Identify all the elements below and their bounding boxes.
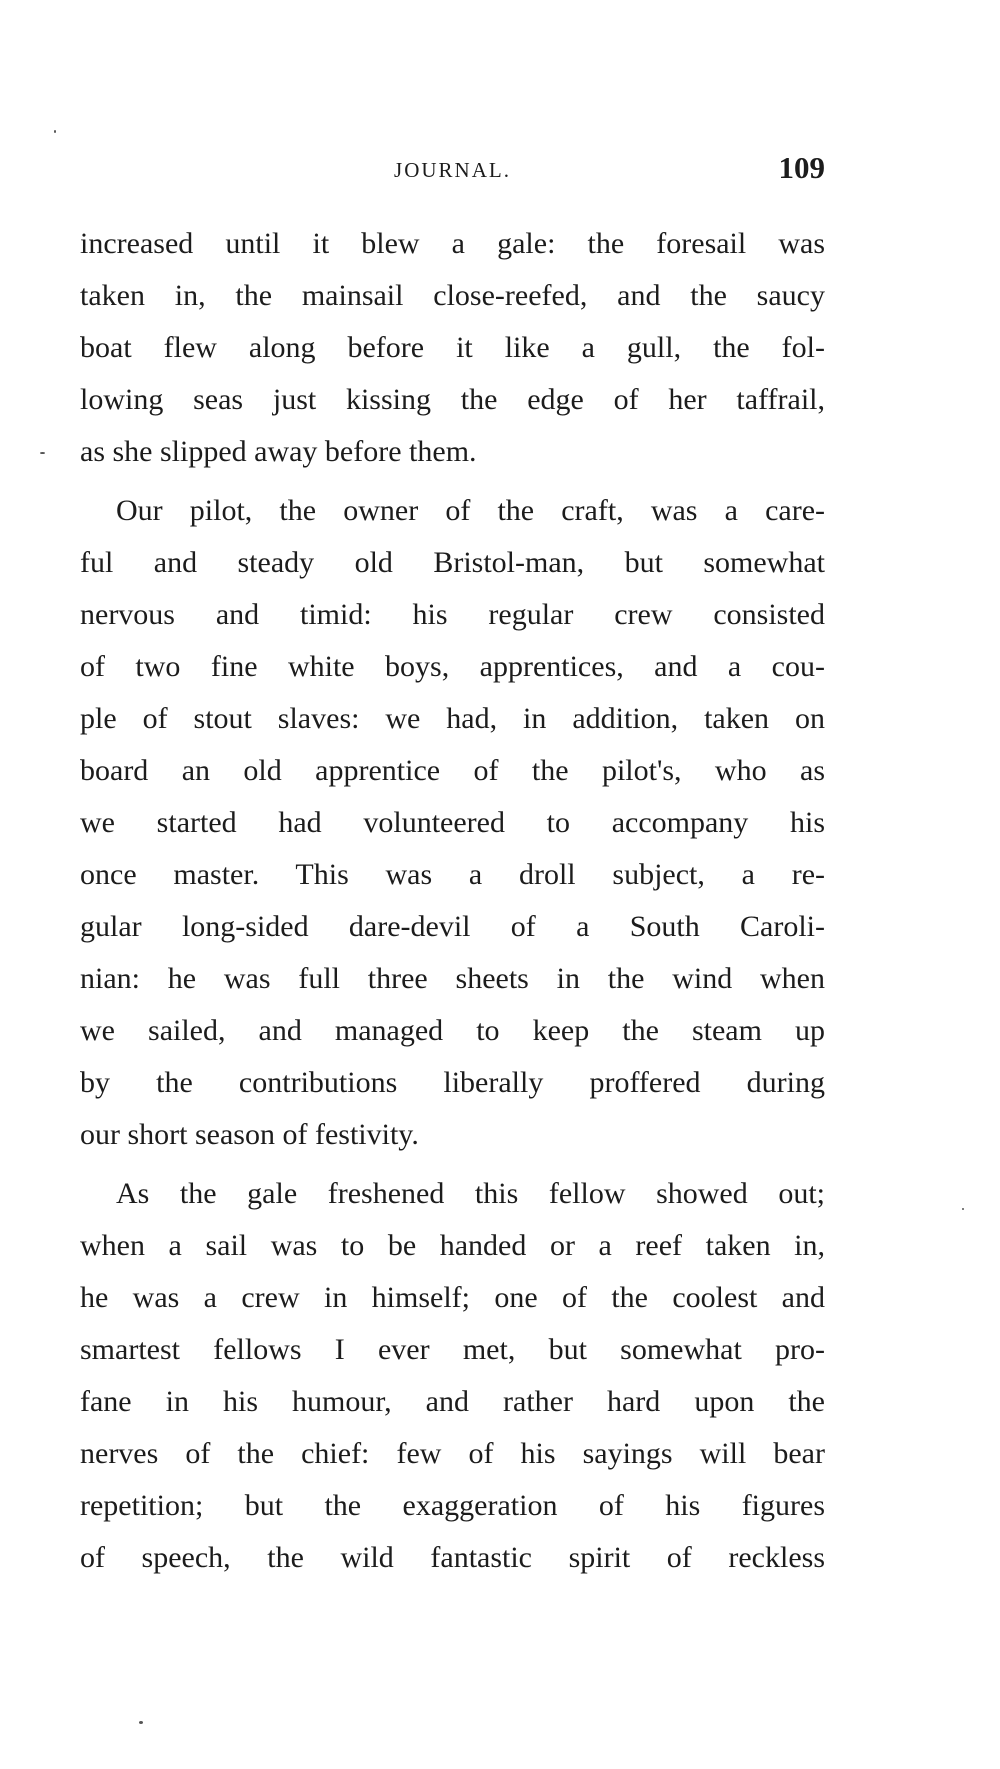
text-line: ple of stout slaves: we had, in addition, taken on bbox=[80, 702, 825, 735]
print-speck bbox=[139, 1721, 143, 1724]
text-line: we sailed, and managed to keep the steam up bbox=[80, 1014, 825, 1047]
text-line: Our pilot, the owner of the craft, was a care- bbox=[116, 494, 825, 527]
text-line: he was a crew in himself; one of the coolest and bbox=[80, 1281, 825, 1314]
print-speck bbox=[40, 452, 45, 454]
text-line: gular long-sided dare-devil of a South Caroli- bbox=[80, 910, 825, 943]
text-line: smartest fellows I ever met, but somewhat pro- bbox=[80, 1333, 825, 1366]
text-line: of speech, the wild fantastic spirit of reckless bbox=[80, 1541, 825, 1574]
text-line: when a sail was to be handed or a reef taken in, bbox=[80, 1229, 825, 1262]
paragraph-2 bbox=[80, 485, 825, 1161]
text-line: our short season of festivity. bbox=[80, 1118, 419, 1151]
paragraph-1 bbox=[80, 218, 825, 478]
body-text bbox=[80, 218, 825, 1591]
print-speck bbox=[962, 1208, 964, 1210]
paragraph-3 bbox=[80, 1168, 825, 1584]
text-line: of two fine white boys, apprentices, and a cou- bbox=[80, 650, 825, 683]
text-line: increased until it blew a gale: the foresail was bbox=[80, 227, 825, 260]
text-line: As the gale freshened this fellow showed out; bbox=[116, 1177, 825, 1210]
running-head bbox=[80, 150, 825, 190]
text-line: once master. This was a droll subject, a re- bbox=[80, 858, 825, 891]
text-line: fane in his humour, and rather hard upon the bbox=[80, 1385, 825, 1418]
text-line: nervous and timid: his regular crew consisted bbox=[80, 598, 825, 631]
page-number: 109 bbox=[778, 150, 825, 185]
print-speck bbox=[54, 130, 56, 133]
text-line: by the contributions liberally proffered during bbox=[80, 1066, 825, 1099]
text-line: we started had volunteered to accompany his bbox=[80, 806, 825, 839]
text-line: nerves of the chief: few of his sayings will bear bbox=[80, 1437, 825, 1470]
text-line: ful and steady old Bristol-man, but somewhat bbox=[80, 546, 825, 579]
running-title: JOURNAL. bbox=[394, 158, 511, 182]
text-line: boat flew along before it like a gull, the fol- bbox=[80, 331, 825, 364]
text-line: lowing seas just kissing the edge of her taffrail, bbox=[80, 383, 825, 416]
text-line: board an old apprentice of the pilot's, who as bbox=[80, 754, 825, 787]
text-line: taken in, the mainsail close-reefed, and the saucy bbox=[80, 279, 825, 312]
text-line: nian: he was full three sheets in the wind when bbox=[80, 962, 825, 995]
text-line: repetition; but the exaggeration of his figures bbox=[80, 1489, 825, 1522]
text-line: as she slipped away before them. bbox=[80, 435, 477, 468]
